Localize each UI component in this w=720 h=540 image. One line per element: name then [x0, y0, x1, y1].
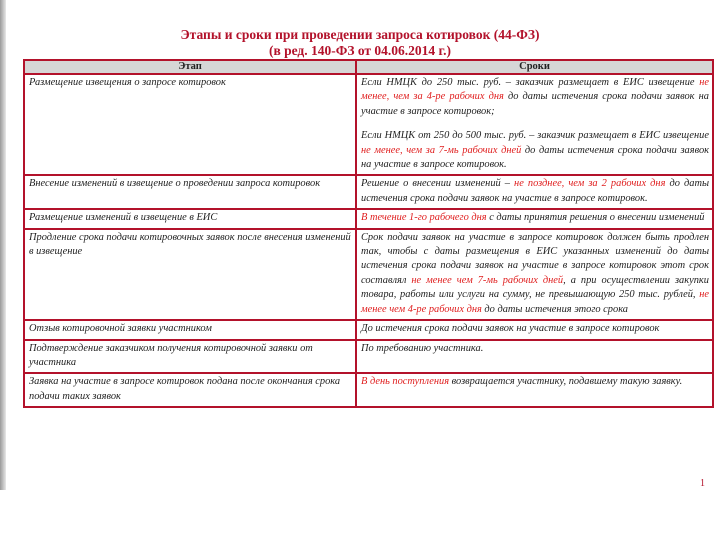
page-title: Этапы и сроки при проведении запроса котировок (44-ФЗ): [180, 27, 540, 42]
table-row: [24, 74, 713, 175]
terms-cell: [356, 74, 713, 175]
page-number: 1: [700, 478, 705, 489]
terms-text: Если НМЦК от 250 до 500 тыс. руб. – заказчик размещает в ЕИС извещение: [361, 130, 709, 142]
terms-highlight: не менее чем 4-ре рабочих дня: [361, 289, 709, 315]
terms-highlight: В день поступления: [361, 376, 450, 388]
terms-text: До истечения срока подачи заявок на участие в запросе котировок: [361, 323, 660, 335]
table-row: [24, 340, 713, 374]
terms-paragraph: [361, 76, 709, 119]
stage-cell: [24, 340, 356, 374]
terms-text: Срок подачи заявок на участие в запросе котировок должен быть продлен так, чтобы с даты размещения в ЕИС указанных изменений до даты истечения срока подачи заявок на участие в запросе котировок этот срок составлял: [361, 231, 709, 286]
stage-text: Внесение изменений в извещение о проведении запроса котировок: [29, 178, 321, 190]
stage-text: Размещение изменений в извещение в ЕИС: [29, 212, 218, 224]
terms-text: По требованию участника.: [361, 342, 484, 354]
terms-paragraph: [361, 129, 709, 172]
terms-highlight: В течение 1-го рабочего дня: [361, 212, 487, 224]
page-edge-shadow: [0, 0, 6, 490]
stage-cell: [24, 74, 356, 175]
table-row: [24, 373, 713, 407]
terms-text: , а при осуществлении закупки товара, работы или услуги на сумму, не превышающую 250 тыс. рублей,: [361, 274, 709, 301]
paragraph-gap: [361, 119, 709, 129]
terms-cell: [356, 229, 713, 320]
stages-table: [23, 59, 714, 408]
terms-highlight: не менее, чем за 7-мь рабочих дней: [361, 144, 522, 156]
stage-text: Заявка на участие в запросе котировок подана после окончания срока подачи таких заявок: [29, 376, 341, 402]
terms-cell: [356, 175, 713, 209]
stage-cell: [24, 209, 356, 228]
page-subtitle: (в ред. 140-ФЗ от 04.06.2014 г.): [268, 43, 452, 58]
terms-cell: [356, 340, 713, 374]
terms-text: до даты истечения этого срока: [481, 303, 628, 315]
terms-highlight: не позднее, чем за 2 рабочих дня: [514, 178, 666, 190]
terms-cell: [356, 373, 713, 407]
terms-text: Решение о внесении изменений –: [361, 178, 515, 190]
terms-text: Если НМЦК до 250 тыс. руб. – заказчик размещает в ЕИС извещение: [361, 77, 700, 88]
stage-text: Продление срока подачи котировочных заявок после внесения изменений в извещение: [29, 231, 351, 258]
terms-cell: [356, 209, 713, 228]
terms-highlight: не менее чем 7-мь рабочих дней: [411, 274, 564, 286]
header-stage: Этап: [24, 60, 356, 74]
header-terms: Сроки: [356, 60, 713, 74]
terms-text: до даты истечения срока подачи заявок на участие в запросе котировок.: [361, 178, 709, 204]
stage-text: Подтверждение заказчиком получения котировочной заявки от участника: [29, 342, 313, 368]
terms-text: с даты принятия решения о внесении изменений: [486, 212, 705, 224]
stage-cell: [24, 175, 356, 209]
stage-text: Размещение извещения о запросе котировок: [29, 77, 226, 88]
terms-highlight: не менее, чем за 4-ре рабочих дня: [361, 77, 709, 103]
terms-text: возвращается участнику, подавшему такую заявку.: [449, 376, 683, 388]
table-row: [24, 320, 713, 339]
stage-text: Отзыв котировочной заявки участником: [29, 323, 212, 335]
terms-text: до даты истечения срока подачи заявок на участие в запросе котировок.: [361, 144, 710, 171]
table-header-row: [24, 60, 713, 74]
table-row: [24, 209, 713, 228]
table-row: [24, 229, 713, 320]
stage-cell: [24, 320, 356, 339]
stage-cell: [24, 229, 356, 320]
table-row: [24, 175, 713, 209]
stage-cell: [24, 373, 356, 407]
terms-cell: [356, 320, 713, 339]
terms-text: до даты истечения срока подачи заявок на участие в запросе котировок;: [361, 91, 709, 117]
